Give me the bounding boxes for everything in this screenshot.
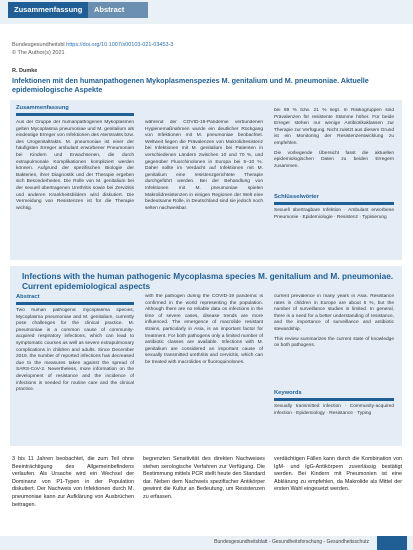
german-summary-box — [10, 100, 402, 260]
heading-rule — [274, 398, 394, 401]
heading-rule — [16, 113, 134, 116]
german-keywords-heading: Schlüsselwörter — [274, 194, 319, 200]
heading-rule — [274, 202, 394, 205]
german-summary-col-3 — [274, 108, 394, 188]
english-abstract-col-2 — [145, 294, 263, 442]
english-keywords-heading: Keywords — [274, 390, 302, 396]
german-title: Infektionen mit den humanpathogenen Mykoplasmenspezies M. genitalium und M. pneumoniae. Aktuelle epidemiologische Aspekte — [12, 76, 369, 94]
journal-footer: Bundesgesundheitsblatt - Gesundheitsforschung - Gesundheitsschutz — [214, 539, 369, 545]
heading-rule — [16, 302, 134, 305]
german-summary-col-2 — [145, 120, 263, 256]
page-number-block — [377, 536, 407, 550]
english-abstract-heading: Abstract — [16, 294, 40, 300]
paragraph: This review summarizes the current state of knowledge on both pathogens. — [274, 336, 394, 349]
journal-prefix: Bundesgesundheitsbl — [12, 42, 65, 48]
citation-line — [12, 42, 173, 48]
german-summary-col-1 — [16, 120, 134, 256]
paragraph: Aus der Gruppe der humanpathogenen Mykoplasmen gelten Mycoplasma pneumoniae und M. genitalium als eindeutige Erreger von Infektionen des Atemtrakts bzw. des Urogenitaltrakts. M. pneumoniae ist einer der häufigsten Erreger ambulant erworbener Pneumonien bei Kindern und Erwachsenen, die durch extrapulmonale Komplikationen kompliziert werden können. Aufgrund der spezifischen Biologie der Bakterien, ihrer Diagnostik und der Therapie ergeben sich Besonderheiten. Die Rolle von M. genitalium bei der sexuell übertragenen Urethritis sowie bei Zervizitis und anderen Krankheitsbildern wird diskutiert. Die Vermeidung von Resistenzen ist für die Therapie wichtig. — [16, 120, 134, 211]
paragraph: current prevalence in many years in Asia. Resistance rates in children in Europe are about 5 %, but the number of surveillance studies is limited. In general, there is a need for a better understanding of resistance, and the importance of surveillance and antibiotic stewardship. — [274, 294, 394, 332]
body-col-1: 3 bis 11 Jahren beobachtet, die zum Teil ohne Beeinträchtigung des Allgemeinbefindens verlaufen. Als Ursache wird ein Wechsel der Dominanz von P1-Typen in der Population diskutiert. Der Nachweis von Infektionen durch M. pneumoniae kann zur Aufklärung von Ausbrüchen beitragen. — [12, 456, 134, 508]
paragraph: während der COVID-19-Pandemie verbundenen Hygienemaßnahmen wurde ein deutlicher Rückgang von Infektionen mit M. pneumoniae beobachtet. Weltweit liegen die Prävalenzen von Makrolidresistenz bei Infektionen mit M. genitalium bei Patienten in verschiedenen Ländern zwischen 10 und 70 %, und gegenüber Fluorchinolonen in Europa bei 5–10 %. Daher sollte im Verdacht auf Infektionen mit M. genitalium eine resistenzgerichtete Therapie durchgeführt werden. Bei der Behandlung von Infektionen mit M. pneumoniae spielen Makrolidresistenzen in einigen Regionen der Welt eine bedeutsame Rolle, in Deutschland sind sie jedoch noch selten nachweisbar. — [145, 120, 263, 211]
english-abstract-col-3 — [274, 294, 394, 384]
english-abstract-box — [10, 266, 402, 446]
footer-band — [0, 536, 413, 550]
english-abstract-col-1 — [16, 308, 134, 442]
header-band — [0, 0, 413, 24]
doi-link[interactable]: https://doi.org/10.1007/s00103-021-03453-3 — [66, 42, 174, 48]
tab-zusammenfassung[interactable]: Zusammenfassung — [8, 2, 98, 18]
body-col-3: verdächtigen Fällen kann durch die Kombination von IgM- und IgG-Antikörpern zuverlässig bestätigt werden. Bei Kindern mit Pneumonien ist eine Abklärung zu empfehlen, da Makrolide als Mittel der ersten Wahl eingesetzt werden. — [274, 456, 402, 493]
german-summary-heading: Zusammenfassung — [16, 105, 69, 111]
author-name: R. Dumke — [12, 68, 38, 74]
tab-abstract[interactable]: Abstract — [88, 2, 148, 18]
paragraph: Die vorliegende Übersicht fasst die aktuellen epidemiologischen Daten zu beiden Erregern zusammen. — [274, 150, 394, 169]
body-col-2: begrenzten Sensitivität des direkten Nachweises stehen serologische Verfahren zur Verfügung. Die Bestimmung mittels PCR stellt heute den Standard dar. Neben dem Nachweis spezifischer Antikörper gewinnt die Kultur an Bedeutung, um Resistenzen zu erfassen. — [143, 456, 265, 500]
english-keywords: Sexually transmitted infection · Community-acquired infection · Epidemiology · Resistance · Typing — [274, 404, 394, 416]
copyright-line: © The Author(s) 2021 — [12, 50, 65, 56]
paragraph: with the pathogen during the COVID-19 pandemic is confirmed in the world representing the population. Although there are no reliable data on infections in the time of severe cases, disease trends are more influenced. The emergence of macrolide resistant strains, particularly in Asia, is an important factor for treatment. For both pathogens only a limited number of antibiotic classes are available. Infections with M. genitalium are considered an important cause of sexually transmitted urethritis and cervicitis, which can be treated with macrolides or fluoroquinolones. — [145, 294, 263, 365]
paragraph: bei 69 % bzw. 21 % liegt. In Risikogruppen sind Prävalenzen für resistente Stämme höher. Für beide Erreger stehen nur wenige Antibiotikaklassen zur Therapie zur Verfügung. Nicht zuletzt aus diesem Grund ist ein Monitoring der Resistenzentwicklung zu empfehlen. — [274, 108, 394, 146]
paragraph: Two human pathogenic mycoplasma species, Mycoplasma pneumoniae and M. genitalium, currently pose challenges for the clinical practice. M. pneumoniae is a common cause of community-acquired respiratory infections, which can lead to symptomatic courses as well as severe extrapulmonary complications in children and adults. Since December 2019, the number of reported infections has decreased due to the measures taken against the spread of SARS-CoV-2. Nevertheless, more information on the development of resistance and the incidence of infections is needed for routine care and the clinical practice. — [16, 308, 134, 393]
english-title: Infections with the human pathogenic Mycoplasma species M. genitalium and M. pneumoniae. Current epidemiological aspects — [22, 271, 394, 291]
german-keywords: Sexuell übertragbare Infektion · Ambulant erworbene Pneumonie · Epidemiologie · Resistenz · Typisierung — [274, 208, 394, 220]
